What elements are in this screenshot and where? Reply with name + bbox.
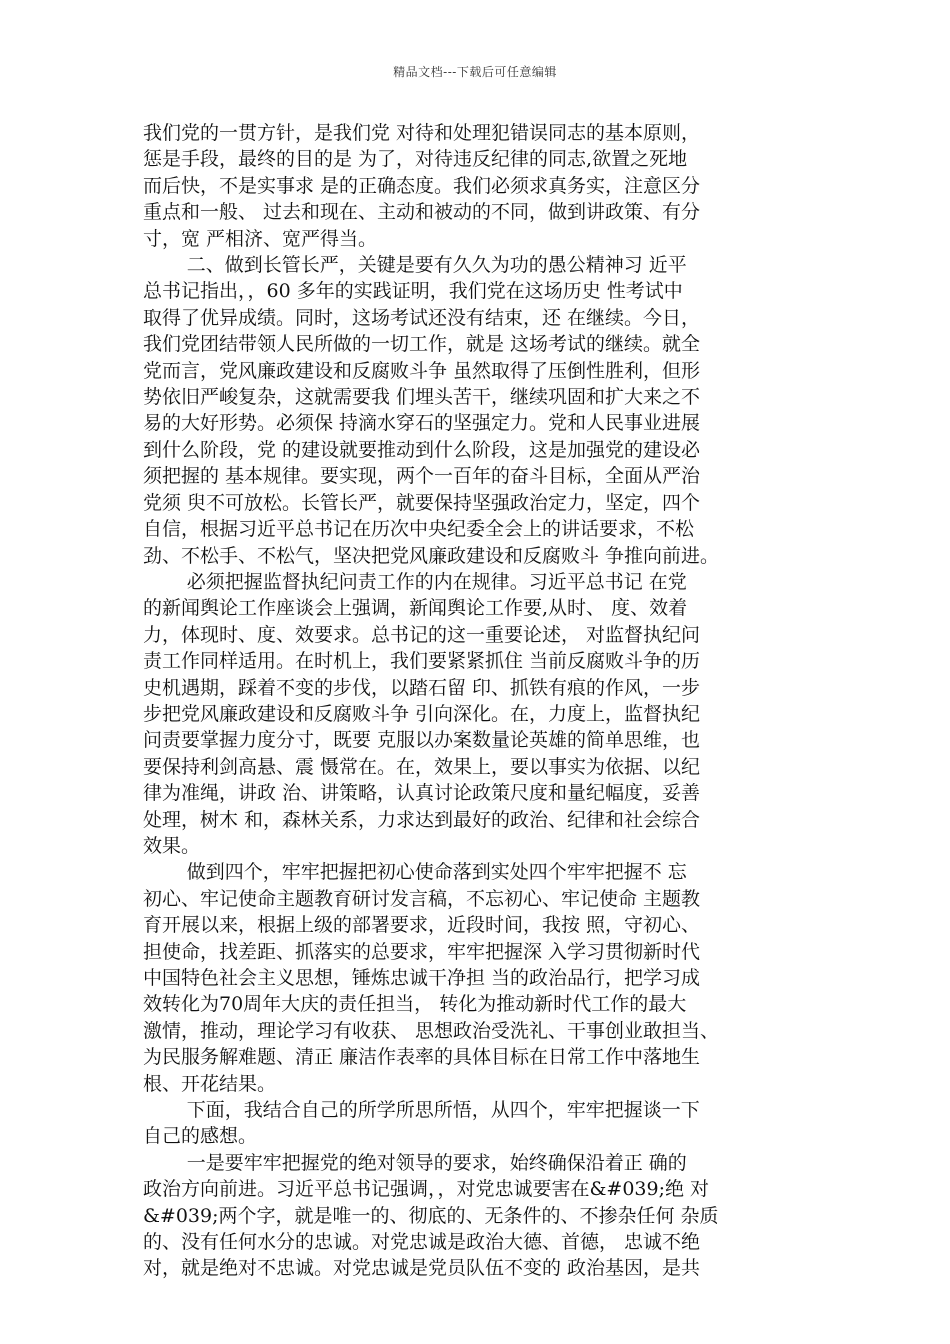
paragraph-6: 一是要牢牢把握党的绝对领导的要求，始终确保沿着正 确的 政治方向前进。习近平总书记强调，，对党忠诚要害在&#039;绝 对 &#039;两个字，就是唯一的、彻底的、无条件的、不掺杂任何 杂质 的、没有任何水分的忠诚。对党忠诚是政治大德、首德， 忠诚不绝 对，就是绝对不忠诚。对党忠诚是党员队伍不变的 政治基因，是共 (143, 1151, 719, 1280)
page-header: 精品文档---下载后可任意编辑 (393, 65, 557, 79)
paragraph-4: 做到四个，牢牢把握把初心使命落到实处四个牢牢把握不 忘 初心、牢记使命主题教育研讨发言稿，不忘初心、牢记使命 主题教 育开展以来，根据上级的部署要求，近段时间，我按 照，守初心、 担使命，找差距、抓落实的总要求，牢牢把握深 入学习贯彻新时代 中国特色社会主义思想，锤炼忠诚干净担 当的政治品行，把学习成 效转化为70周年大庆的责任担当， 转化为推动新时代工作的最大 激情，推动，理论学习有收获、 思想政治受洗礼、干事创业敢担当、 为民服务解难题、清正 廉洁作表率的具体目标在日常工作中落地生 根、开花结果。 (143, 861, 720, 1095)
paragraph-5: 下面，我结合自己的所学所思所悟，从四个，牢牢把握谈一下 自己的感想。 (143, 1099, 700, 1148)
paragraph-3: 必须把握监督执纪问责工作的内在规律。习近平总书记 在党 的新闻舆论工作座谈会上强调，新闻舆论工作要,从时、 度、效着 力，体现时、度、效要求。总书记的这一重要论述， 对监督执纪问 责工作同样适用。在时机上，我们要紧紧抓住 当前反腐败斗争的历 史机遇期，踩着不变的步伐，以踏石留 印、抓铁有痕的作风，一步 步把党风廉政建设和反腐败斗争 引向深化。在，力度上，监督执纪 问责要掌握力度分寸，既要 克服以办案数量论英雄的简单思维，也 要保持利剑高悬、震 慑常在。在，效果上，要以事实为依据、以纪 律为准绳，讲政 治、讲策略，认真讨论政策尺度和量纪幅度，妥善 处理，树木 和，森林关系，力求达到最好的政治、纪律和社会综合 效果。 (143, 570, 701, 857)
paragraph-2: 二、做到长管长严，关键是要有久久为功的愚公精神习 近平 总书记指出，，60 多年的实践证明，我们党在这场历史 性考试中 取得了优异成绩。同时，这场考试还没有结束，还 在继续。今日， 我们党团结带领人民所做的一切工作，就是 这场考试的继续。就全 党而言，党风廉政建设和反腐败斗争 虽然取得了压倒性胜利，但形 势依旧严峻复杂，这就需要我 们埋头苦干，继续巩固和扩大来之不 易的大好形势。必须保 持滴水穿石的坚强定力。党和人民事业进展 到什么阶段，党 的建设就要推动到什么阶段，这是加强党的建设必 须把握的 基本规律。要实现，两个一百年的奋斗目标，全面从严治 党须 臾不可放松。长管长严，就要保持坚强政治定力，坚定，四个 自信，根据习近平总书记在历次中央纪委全会上的讲话要求，不松 劲、不松手、不松气，坚决把党风廉政建设和反腐败斗 争推向前进。 (143, 254, 720, 567)
document-body (143, 120, 813, 1282)
paragraph-1: 我们党的一贯方针，是我们党 对待和处理犯错误同志的基本原则， 惩是手段，最终的目的是 为了，对待违反纪律的同志,欲置之死地 而后快，不是实事求 是的正确态度。我们必须求真务实，注意区分 重点和一般、 过去和现在、主动和被动的不同，做到讲政策、有分 寸，宽 严相济、宽严得当。 (143, 122, 701, 250)
